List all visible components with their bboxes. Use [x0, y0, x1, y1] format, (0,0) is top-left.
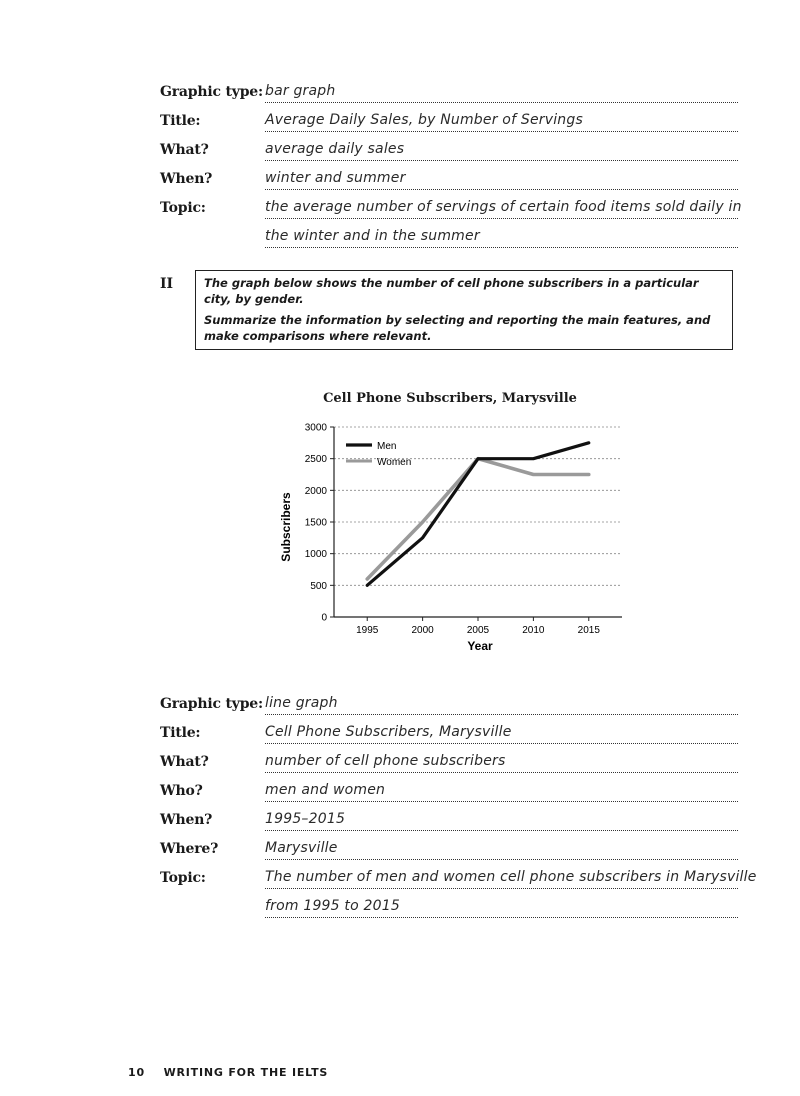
task-prompt-box [195, 270, 733, 350]
form-answer: men and women [265, 779, 738, 802]
form-answer: from 1995 to 2015 [265, 895, 738, 918]
x-tick-label: 2015 [577, 625, 600, 636]
legend-label: Men [377, 441, 397, 452]
form-label: Where? [160, 841, 219, 857]
form-row-title [160, 719, 738, 748]
top-graphic-form [160, 78, 742, 252]
task-prompt-line: Summarize the information by selecting and reporting the main features, and make comparisons where relevant. [204, 313, 711, 343]
page-number: 10 [128, 1066, 145, 1079]
y-tick-label: 2000 [304, 485, 327, 497]
legend-label: Women [377, 457, 412, 468]
data-point-women [421, 521, 423, 523]
form-label: Graphic type: [160, 84, 263, 100]
x-tick-label: 1995 [356, 625, 379, 636]
form-answer: the average number of servings of certain food items sold daily in [265, 196, 738, 219]
form-label: What? [160, 754, 209, 770]
form-answer: The number of men and women cell phone subscribers in Marysville [265, 866, 738, 889]
form-answer: Average Daily Sales, by Number of Servings [265, 109, 738, 132]
form-answer: average daily sales [265, 138, 738, 161]
form-row-topic-continued [160, 223, 738, 252]
data-point-men [588, 442, 590, 444]
form-answer: line graph [265, 692, 738, 715]
y-tick-label: 3000 [304, 422, 327, 434]
form-row-graphic-type [160, 690, 738, 719]
form-answer: bar graph [265, 80, 738, 103]
y-axis-title: Subscribers [279, 492, 293, 562]
data-point-women [366, 578, 368, 580]
page-footer [128, 1066, 328, 1079]
form-answer: winter and summer [265, 167, 738, 190]
form-row-where [160, 835, 738, 864]
series-line-women [367, 459, 589, 579]
y-tick-label: 0 [321, 612, 327, 624]
data-point-women [588, 473, 590, 475]
form-answer: Cell Phone Subscribers, Marysville [265, 721, 738, 744]
data-point-men [366, 584, 368, 586]
data-point-men [477, 457, 479, 459]
x-tick-label: 2000 [411, 625, 434, 636]
form-answer: the winter and in the summer [265, 225, 738, 248]
chart-title: Cell Phone Subscribers, Marysville [323, 391, 577, 406]
y-tick-label: 500 [310, 580, 327, 592]
form-row-when [160, 165, 738, 194]
data-point-men [532, 457, 534, 459]
x-tick-label: 2010 [522, 625, 545, 636]
form-answer: 1995–2015 [265, 808, 738, 831]
y-tick-label: 1000 [304, 549, 327, 561]
y-tick-label: 2500 [304, 454, 327, 466]
form-row-topic [160, 194, 742, 223]
form-row-topic-continued [160, 893, 738, 922]
form-row-who [160, 777, 738, 806]
x-tick-label: 2005 [466, 625, 490, 636]
form-label: When? [160, 171, 213, 187]
bottom-graphic-form [160, 690, 757, 922]
form-label: Topic: [160, 200, 206, 216]
task-number: II [160, 276, 174, 292]
form-answer: Marysville [265, 837, 738, 860]
y-tick-label: 1500 [304, 517, 327, 529]
form-label: Title: [160, 113, 201, 129]
x-axis-title: Year [467, 639, 493, 653]
form-answer: number of cell phone subscribers [265, 750, 738, 773]
form-row-title [160, 107, 738, 136]
form-label: Topic: [160, 870, 206, 886]
line-chart [270, 415, 640, 660]
book-title: WRITING FOR THE IELTS [163, 1066, 329, 1079]
form-label: What? [160, 142, 209, 158]
form-row-when [160, 806, 738, 835]
form-row-graphic-type [160, 78, 738, 107]
form-label: When? [160, 812, 213, 828]
form-row-topic [160, 864, 757, 893]
form-row-what [160, 136, 738, 165]
form-label: Who? [160, 783, 203, 799]
task-prompt-line: The graph below shows the number of cell phone subscribers in a particular city, by gender. [204, 276, 699, 306]
form-row-what [160, 748, 738, 777]
data-point-men [421, 537, 423, 539]
data-point-women [532, 473, 534, 475]
form-label: Graphic type: [160, 696, 263, 712]
form-label: Title: [160, 725, 201, 741]
